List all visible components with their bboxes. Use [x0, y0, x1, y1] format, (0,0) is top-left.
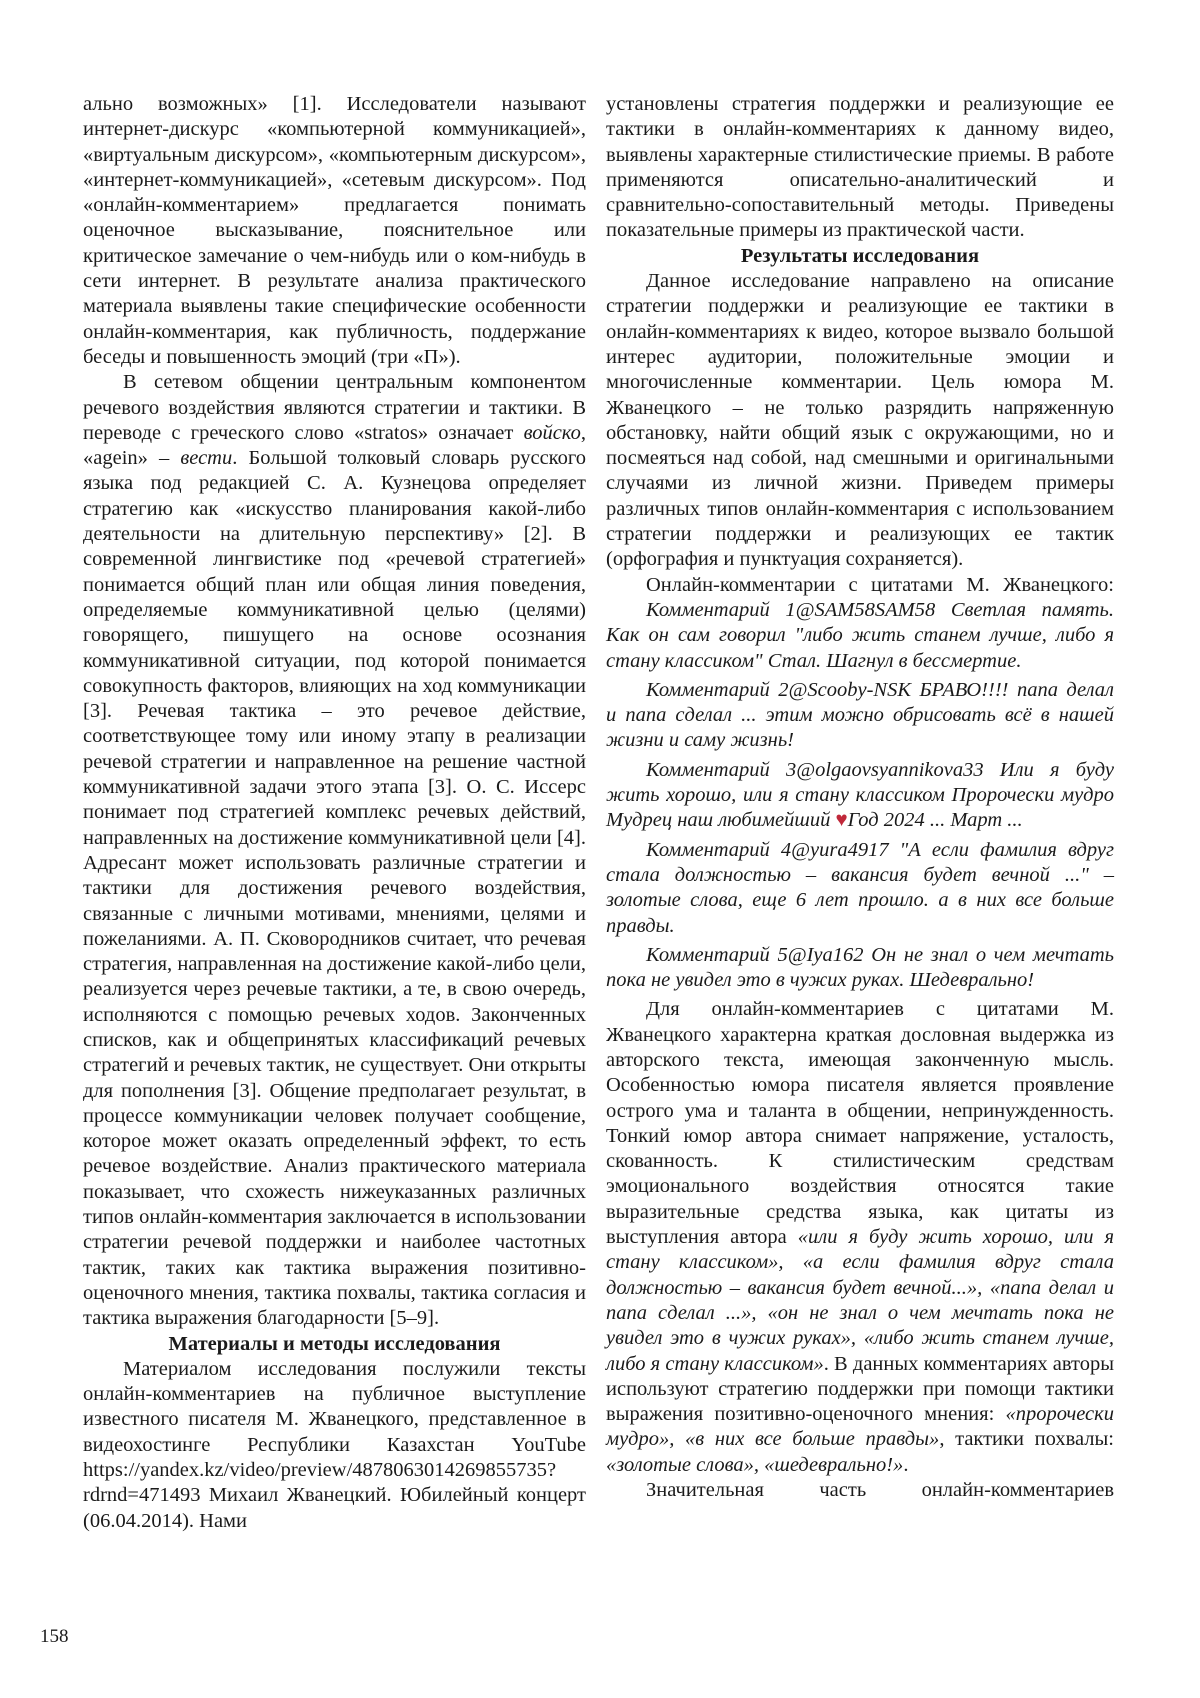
paragraph: Для онлайн-комментариев с цитатами М. Жванецкого характерна краткая дословная выдержка из авторского текста, имеющая законченную мысль. Особенностью юмора писателя является проявление острого ума и таланта в общении, непринужденность. Тонкий юмор автора снимает напряжение, усталость, скованность. К стилистическим средствам эмоционального воздействия относятся такие выразительные средства языка, как цитаты из выступления автора «или я буду жить хорошо, или я стану классиком», «а если фамилия вдруг стала должностью – вакансия будет вечной...», «папа делал и папа сделал ...», «он не знал о чем мечтать пока не увидел это в чужих руках», «либо жить станем лучше, либо я стану классиком». В данных комментариях авторы используют стратегию поддержки при помощи тактики выражения позитивно-оценочного мнения: «пророчески мудро», «в них все больше правды», тактики похвалы: «золотые слова», «шедеврально!».: [606, 998, 1114, 1476]
paragraph: Значительная часть онлайн-комментариев: [646, 1479, 1114, 1502]
comment-quote: Комментарий 3@olgaovsyannikova33 Или я буду жить хорошо, или я стану классиком Пророчески мудро Мудрец наш любимейший ♥Год 2024 ... Март ...: [606, 758, 1114, 832]
section-heading-results: Результаты исследования: [740, 244, 980, 267]
paragraph: ально возможных» [1]. Исследователи называют интернет-дискурс «компьютерной коммуникацией», «виртуальным дискурсом», «компьютерным дискурсом», «интернет-коммуникацией», «сетевым дискурсом». Под «онлайн-комментарием» предлагается понимать оценочное высказывание, пояснительное или критическое замечание о чем-нибудь или о ком-нибудь в сети интернет. В результате анализа практического материала выявлены такие специфические особенности онлайн-комментария, как публичность, поддержание беседы и повышенность эмоций (три «П»).: [83, 93, 586, 368]
page-number: 158: [40, 1626, 69, 1647]
left-column: [83, 92, 586, 1534]
heart-icon: ♥: [835, 809, 848, 832]
right-column: [606, 92, 1114, 1503]
paragraph: Онлайн-комментарии с цитатами М. Жванецкого:: [646, 573, 1114, 596]
paragraph: установлены стратегия поддержки и реализующие ее тактики в онлайн-комментариях к данному видео, выявлены характерные стилистические приемы. В работе применяются описательно-аналитический и сравнительно-сопоставительный методы. Приведены показательные примеры из практической части.: [606, 93, 1114, 242]
comment-quote: Комментарий 4@yura4917 "А если фамилия вдруг стала должностью – вакансия будет вечной ..." – золотые слова, еще 6 лет прошло. а в них все больше правды.: [606, 838, 1114, 937]
paragraph: Материалом исследования послужили тексты онлайн-комментариев на публичное выступление известного писателя М. Жванецкого, представленное в видеохостинге Республики Казахстан YouTube https://yandex.kz/video/preview/4878063014269855735?rdrnd=471493 Михаил Жванецкий. Юбилейный концерт (06.04.2014). Нами: [83, 1357, 586, 1532]
comment-quote: Комментарий 1@SAM58SAM58 Светлая память. Как он сам говорил "либо жить станем лучше, либо я стану классиком" Стал. Шагнул в бессмертие.: [606, 598, 1114, 672]
paragraph: Данное исследование направлено на описание стратегии поддержки и реализующие ее тактики в онлайн-комментариях к видео, которое вызвало большой интерес аудитории, положительные эмоции и многочисленные комментарии. Цель юмора М. Жванецкого – не только разрядить напряженную обстановку, найти общий язык с окружающими, но и посмеяться над собой, над смешными и оригинальными случаями из личной жизни. Приведем примеры различных типов онлайн-комментария с использованием стратегии поддержки и реализующих ее тактик (орфография и пунктуация сохраняется).: [606, 270, 1114, 571]
comment-quote: Комментарий 2@Scooby-NSK БРАВО!!!! папа делал и папа сделал ... этим можно обрисовать всё в нашей жизни и саму жизнь!: [606, 678, 1114, 752]
paragraph: В сетевом общении центральным компонентом речевого воздействия являются стратегии и тактики. В переводе с греческого слово «stratos» означает войско, «agein» – вести. Большой толковый словарь русского языка под редакцией С. А. Кузнецова определяет стратегию как «искусство планирования какой-либо деятельности на длительную перспективу» [2]. В современной лингвистике под «речевой стратегией» понимается общий план или общая линия поведения, определяемые коммуникативной целью (целями) говорящего, пишущего на основе осознания коммуникативной ситуации, под которой понимается совокупность факторов, влияющих на ход коммуникации [3]. Речевая тактика – это речевое действие, соответствующее тому или иному этапу в реализации речевой стратегии и направленное на решение частной коммуникативной задачи этого этапа [3]. О. С. Иссерс понимает под стратегией комплекс речевых действий, направленных на достижение коммуникативной цели [4]. Адресант может использовать различные стратегии и тактики для достижения речевого воздействия, связанные с личными мотивами, мнениями, целями и пожеланиями. А. П. Сковородников считает, что речевая стратегия, направленная на достижение какой-либо цели, реализуется через речевые тактики, а те, в свою очередь, исполняются с помощью речевых ходов. Законченных списков, как и общепринятых классификаций речевых стратегий и речевых тактик, не существует. Они открыты для пополнения [3]. Общение предполагает результат, в процессе коммуникации человек получает сообщение, которое может оказать определенный эффект, то есть речевое воздействие. Анализ практического материала показывает, что схожесть нижеуказанных различных типов онлайн-комментария заключается в использовании стратегии речевой поддержки и наиболее частотных тактик, таких как тактика выражения позитивно-оценочного мнения, тактика похвалы, тактика согласия и тактика выражения благодарности [5–9].: [83, 371, 586, 1330]
comment-quote: Комментарий 5@Iya162 Он не знал о чем мечтать пока не увидел это в чужих руках. Шедеврально!: [606, 943, 1115, 992]
section-heading-methods: Материалы и методы исследования: [168, 1332, 501, 1355]
